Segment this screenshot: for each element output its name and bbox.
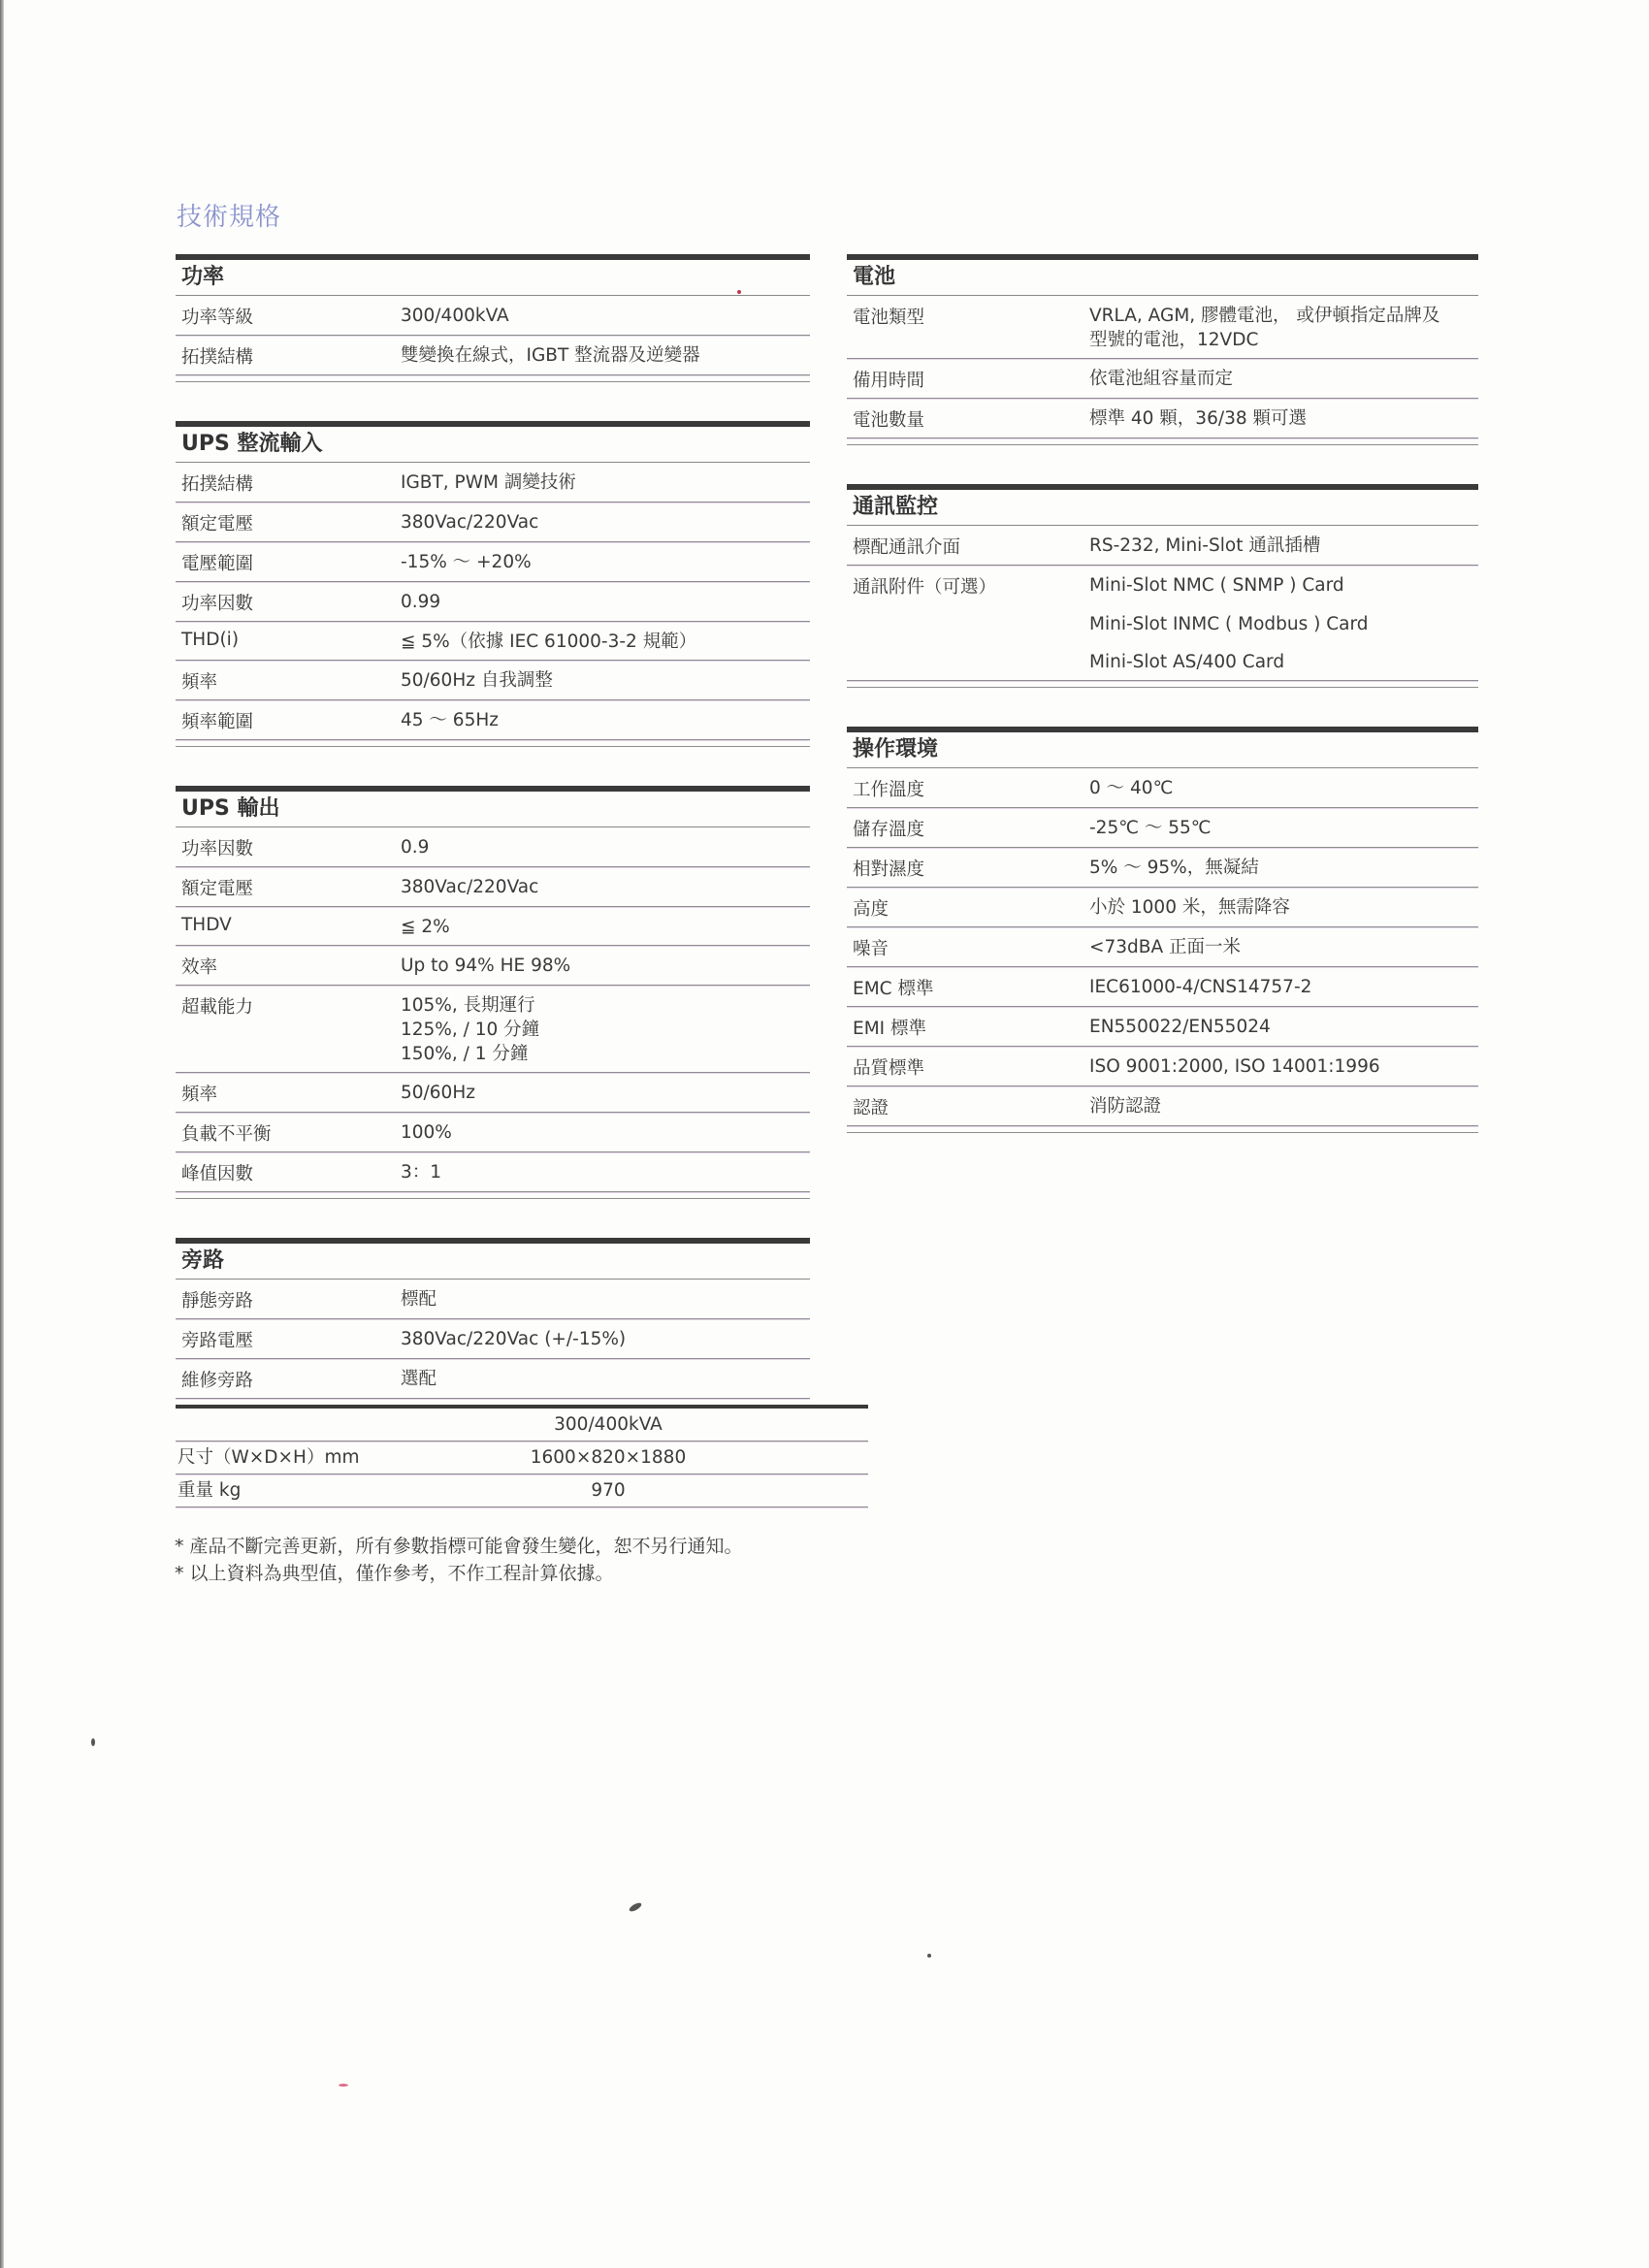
section-heading: 旁路 xyxy=(176,1238,810,1280)
spec-value-line: Mini-Slot INMC ( Modbus ) Card xyxy=(1089,614,1369,634)
spec-value-line: Mini-Slot NMC ( SNMP ) Card xyxy=(1089,575,1344,596)
spec-label: 峰值因數 xyxy=(181,1164,254,1184)
spec-label: 儲存溫度 xyxy=(853,820,925,840)
spec-value xyxy=(1089,566,1478,604)
spec-value xyxy=(1089,296,1478,358)
dimensions-table xyxy=(176,1405,868,1507)
spec-value xyxy=(1089,927,1478,966)
section-end-rule xyxy=(847,1132,1478,1133)
spec-value xyxy=(401,700,810,739)
footnote: * 產品不斷完善更新，所有參數指標可能會發生變化，恕不另行通知。 xyxy=(175,1536,743,1557)
spec-value xyxy=(401,1113,810,1151)
spec-value xyxy=(401,986,810,1072)
section-heading: 通訊監控 xyxy=(847,484,1478,526)
spec-value-line: ISO 9001:2000, ISO 14001:1996 xyxy=(1089,1056,1380,1077)
spec-label: 相對濕度 xyxy=(853,859,925,880)
spec-row xyxy=(176,827,810,867)
spec-value-line: 標配 xyxy=(401,1289,437,1310)
spec-label: 額定電壓 xyxy=(181,879,254,899)
spec-value-line: 雙變換在線式，IGBT 整流器及逆變器 xyxy=(401,345,700,366)
spec-value-line: IGBT, PWM 調變技術 xyxy=(401,472,576,493)
spec-value xyxy=(1089,1086,1478,1125)
spec-value xyxy=(401,542,810,581)
spec-row xyxy=(176,622,810,661)
spec-row xyxy=(176,1319,810,1359)
spec-row xyxy=(176,700,810,740)
spec-value-line: 380Vac/220Vac xyxy=(401,877,539,897)
spec-value xyxy=(401,946,810,985)
spec-row xyxy=(176,336,810,375)
spec-value xyxy=(401,661,810,699)
spec-row xyxy=(847,967,1478,1007)
spec-value-line: 380Vac/220Vac (+/-15%) xyxy=(401,1329,627,1349)
spec-value-line: <73dBA 正面一米 xyxy=(1089,937,1242,957)
spec-value xyxy=(401,582,810,621)
spec-value xyxy=(401,867,810,906)
spec-value-line: 125%, / 10 分鐘 xyxy=(401,1020,540,1040)
spec-value-line: ≦ 5%（依據 IEC 61000-3-2 規範） xyxy=(401,632,697,652)
spec-row xyxy=(847,566,1478,604)
spec-row xyxy=(847,1047,1478,1086)
spec-row xyxy=(176,1359,810,1399)
spec-value xyxy=(401,296,810,335)
spec-label: 頻率 xyxy=(181,672,218,693)
spec-value-line: 300/400kVA xyxy=(401,306,509,326)
spec-label: 維修旁路 xyxy=(181,1371,254,1391)
spec-label: 電池數量 xyxy=(853,410,925,431)
spec-label: 頻率範圍 xyxy=(181,712,254,732)
spec-column-left xyxy=(176,254,810,1444)
spec-value xyxy=(1089,888,1478,926)
spec-value-line: 45 ～ 65Hz xyxy=(401,710,499,730)
spec-value-line: 105%, 長期運行 xyxy=(401,995,535,1016)
spec-row xyxy=(847,642,1478,681)
spec-label: 電壓範圍 xyxy=(181,554,254,574)
spec-value xyxy=(401,1152,810,1191)
spec-label: 超載能力 xyxy=(181,997,254,1018)
spec-value xyxy=(1089,359,1478,398)
spec-label: 負載不平衡 xyxy=(181,1124,272,1145)
spec-value-line: 依電池組容量而定 xyxy=(1089,369,1234,389)
spec-value xyxy=(401,1359,810,1398)
dimensions-label: 重量 kg xyxy=(178,1480,242,1501)
spec-value-line: 型號的電池，12VDC xyxy=(1089,330,1259,350)
spec-value xyxy=(1089,604,1478,642)
spec-value xyxy=(401,907,810,945)
spec-row xyxy=(847,359,1478,399)
spec-value-line: VRLA, AGM, 膠體電池， 或伊頓指定品牌及 xyxy=(1089,306,1440,326)
scan-speck xyxy=(927,1954,931,1958)
spec-value xyxy=(401,622,810,660)
section-end-rule xyxy=(847,444,1478,445)
spec-value xyxy=(1089,848,1478,887)
spec-label xyxy=(847,642,1089,680)
spec-value-line: 0.9 xyxy=(401,837,430,858)
spec-label: EMC 標準 xyxy=(853,979,934,999)
spec-label: THD(i) xyxy=(181,630,240,650)
spec-label: THDV xyxy=(181,915,232,935)
spec-value xyxy=(1089,642,1478,680)
spec-row xyxy=(847,296,1478,359)
spec-row xyxy=(176,1113,810,1152)
spec-label: 頻率 xyxy=(181,1085,218,1105)
spec-value-line: Mini-Slot AS/400 Card xyxy=(1089,652,1285,672)
spec-row xyxy=(176,986,810,1073)
spec-row xyxy=(847,888,1478,927)
spec-section xyxy=(176,254,810,382)
spec-section xyxy=(176,786,810,1199)
spec-value-line: 小於 1000 米，無需降容 xyxy=(1089,897,1290,918)
spec-row xyxy=(847,768,1478,808)
spec-value xyxy=(1089,1047,1478,1085)
dimensions-header-blank xyxy=(176,1409,397,1441)
spec-label: 高度 xyxy=(853,899,889,920)
spec-value-line: 50/60Hz xyxy=(401,1083,475,1103)
spec-label: 電池類型 xyxy=(853,308,925,328)
dimensions-value: 1600×820×1880 xyxy=(530,1447,687,1468)
spec-section xyxy=(847,484,1478,688)
spec-row xyxy=(847,399,1478,438)
spec-label: 效率 xyxy=(181,957,218,978)
spec-value xyxy=(401,1280,810,1318)
spec-row xyxy=(176,296,810,336)
footnote: * 以上資料為典型值，僅作參考，不作工程計算依據。 xyxy=(175,1563,614,1584)
spec-value-line: 3：1 xyxy=(401,1162,442,1183)
spec-label: 功率因數 xyxy=(181,839,254,859)
spec-section xyxy=(176,1238,810,1406)
section-end-rule xyxy=(176,746,810,747)
spec-row xyxy=(847,927,1478,967)
spec-value-line: 0.99 xyxy=(401,592,441,612)
spec-label xyxy=(847,604,1089,642)
spec-column-right xyxy=(847,254,1478,1172)
spec-row xyxy=(176,1280,810,1319)
spec-section xyxy=(176,421,810,747)
scan-speck xyxy=(91,1738,95,1746)
spec-section xyxy=(847,727,1478,1133)
spec-value xyxy=(401,463,810,502)
spec-row xyxy=(176,946,810,986)
spec-row xyxy=(176,867,810,907)
page-title: 技術規格 xyxy=(177,203,282,232)
spec-value-line: IEC61000-4/CNS14757-2 xyxy=(1089,977,1312,997)
spec-label: 旁路電壓 xyxy=(181,1331,254,1351)
spec-row xyxy=(176,661,810,700)
spec-label: 拓撲結構 xyxy=(181,347,254,368)
spec-label: 標配通訊介面 xyxy=(853,537,961,558)
spec-value xyxy=(401,1073,810,1112)
spec-value-line: 標準 40 顆，36/38 顆可選 xyxy=(1089,408,1307,429)
spec-label: 額定電壓 xyxy=(181,514,254,535)
spec-value xyxy=(1089,967,1478,1006)
spec-value xyxy=(401,502,810,541)
spec-row xyxy=(847,1086,1478,1126)
spec-row xyxy=(176,463,810,502)
spec-value-line: -25℃ ～ 55℃ xyxy=(1089,818,1212,838)
dimensions-label: 尺寸（W×D×H）mm xyxy=(178,1447,360,1468)
section-heading: UPS 輸出 xyxy=(176,786,810,827)
dimensions-header: 300/400kVA xyxy=(554,1414,663,1435)
spec-row xyxy=(847,848,1478,888)
spec-value-line: EN550022/EN55024 xyxy=(1089,1017,1271,1037)
spec-value-line: Up to 94% HE 98% xyxy=(401,956,571,976)
spec-label: 品質標準 xyxy=(853,1058,925,1079)
spec-label: 功率等級 xyxy=(181,308,254,328)
section-heading: 功率 xyxy=(176,254,810,296)
spec-value-line: 5% ～ 95%，無凝結 xyxy=(1089,858,1259,878)
spec-label: EMI 標準 xyxy=(853,1019,926,1039)
spec-row xyxy=(176,1152,810,1192)
spec-label: 認證 xyxy=(853,1098,889,1118)
spec-value xyxy=(1089,399,1478,437)
spec-row xyxy=(176,582,810,622)
spec-value xyxy=(401,336,810,374)
spec-value-line: 380Vac/220Vac xyxy=(401,512,539,533)
spec-value xyxy=(1089,526,1478,565)
spec-label: 拓撲結構 xyxy=(181,474,254,495)
section-end-rule xyxy=(847,687,1478,688)
spec-value-line: 0 ～ 40℃ xyxy=(1089,778,1174,798)
spec-row xyxy=(176,907,810,946)
spec-value-line: 消防認證 xyxy=(1089,1096,1162,1117)
section-end-rule xyxy=(176,381,810,382)
dimensions-header-row xyxy=(176,1409,868,1442)
spec-row xyxy=(176,542,810,582)
section-heading: 電池 xyxy=(847,254,1478,296)
spec-value-line: 100% xyxy=(401,1122,452,1143)
spec-section xyxy=(847,254,1478,445)
spec-label: 備用時間 xyxy=(853,371,925,391)
spec-value-line: RS-232, Mini-Slot 通訊插槽 xyxy=(1089,535,1321,556)
spec-row xyxy=(847,526,1478,566)
scan-page-edge xyxy=(0,0,4,2268)
spec-value xyxy=(1089,1007,1478,1046)
spec-value xyxy=(1089,808,1478,847)
scan-speck xyxy=(339,2084,348,2087)
spec-label: 靜態旁路 xyxy=(181,1291,254,1312)
spec-value xyxy=(401,1319,810,1358)
dimensions-row-size xyxy=(176,1442,868,1474)
spec-value-line: 選配 xyxy=(401,1369,437,1389)
section-end-rule xyxy=(176,1198,810,1199)
spec-row xyxy=(847,808,1478,848)
spec-row xyxy=(847,604,1478,642)
scan-speck xyxy=(628,1901,642,1913)
spec-label: 功率因數 xyxy=(181,594,254,614)
spec-label: 噪音 xyxy=(853,939,889,959)
spec-value xyxy=(401,827,810,866)
dimensions-value: 970 xyxy=(591,1480,626,1501)
spec-label: 通訊附件（可選） xyxy=(853,577,997,598)
dimensions-row-weight xyxy=(176,1474,868,1507)
spec-row xyxy=(847,1007,1478,1047)
spec-row xyxy=(176,1073,810,1113)
spec-value-line: 50/60Hz 自我調整 xyxy=(401,670,553,691)
spec-label: 工作溫度 xyxy=(853,780,925,800)
footnotes xyxy=(175,1533,743,1587)
section-heading: UPS 整流輸入 xyxy=(176,421,810,463)
spec-value-line: 150%, / 1 分鐘 xyxy=(401,1044,529,1064)
spec-value xyxy=(1089,768,1478,807)
spec-row xyxy=(176,502,810,542)
section-heading: 操作環境 xyxy=(847,727,1478,768)
spec-value-line: ≦ 2% xyxy=(401,917,450,937)
spec-value-line: -15% ～ +20% xyxy=(401,552,532,572)
scan-speck xyxy=(737,290,741,294)
